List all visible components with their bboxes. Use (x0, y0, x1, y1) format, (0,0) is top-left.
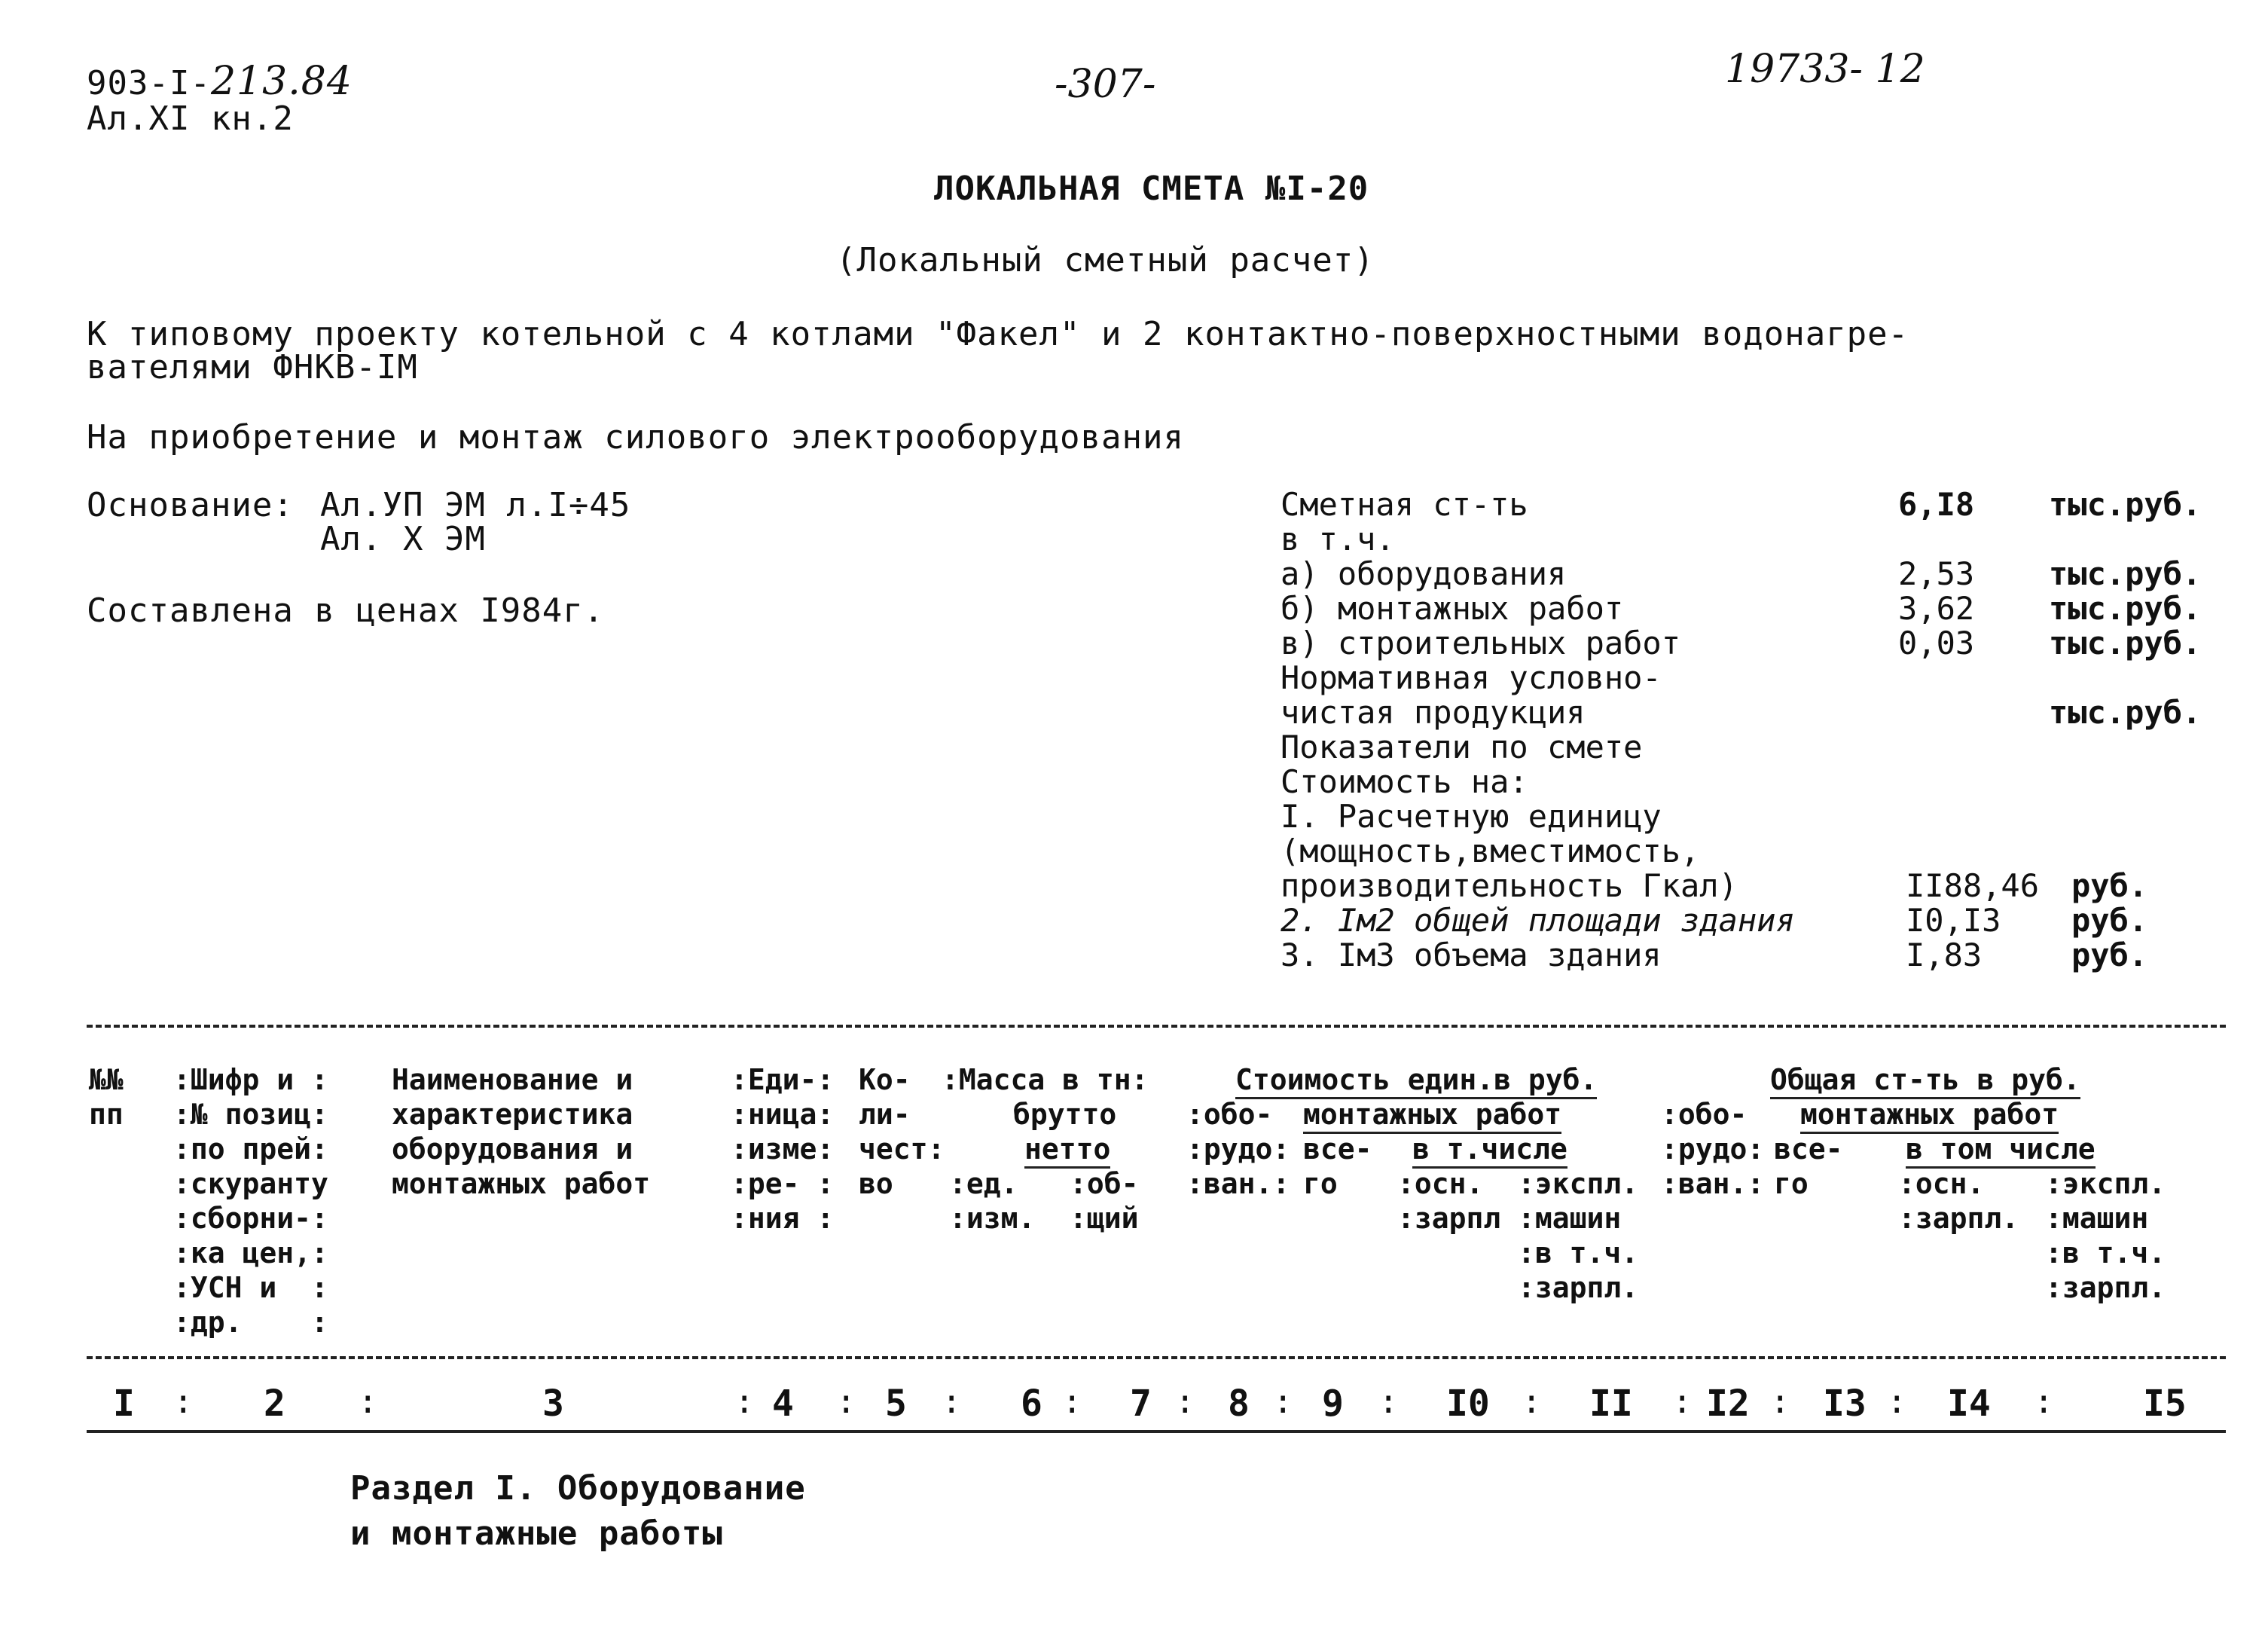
prices-note: Составлена в ценах I984г. (87, 591, 605, 630)
basis-line-1: Ал.УП ЭМ л.I÷45 (320, 486, 631, 524)
table-header-rule (87, 1356, 2226, 1359)
album-reference: Ал.XI кн.2 (87, 99, 294, 138)
column-separator: : (1770, 1383, 1790, 1421)
column-numbers-rule (87, 1430, 2226, 1433)
summary-row (1281, 659, 2252, 694)
column-number: I2 (1706, 1383, 1750, 1425)
col-header-incl-total: в том числе (1906, 1132, 2096, 1169)
column-number: 9 (1322, 1383, 1344, 1425)
estimate-title: ЛОКАЛЬНАЯ СМЕТА №I-20 (934, 170, 1369, 208)
column-separator: : (1672, 1383, 1693, 1421)
summary-row (1281, 867, 2252, 902)
summary-label: б) монтажных работ (1281, 590, 1624, 627)
project-line-1: К типовому проекту котельной с 4 котлами "Факел" и 2 контактно-поверхностными водонагре- (87, 315, 1909, 353)
column-separator: : (358, 1383, 378, 1421)
summary-value: I0,I3 (1906, 902, 2001, 939)
summary-label: производительность Гкал) (1281, 867, 1738, 904)
summary-unit: тыс.руб. (2049, 486, 2202, 523)
column-separator: : (2034, 1383, 2054, 1421)
summary-unit: тыс.руб. (2049, 694, 2202, 731)
document-code-prefix: 903-I- (87, 64, 211, 102)
column-separator: : (836, 1383, 856, 1421)
col-header-netto: нетто (1024, 1132, 1110, 1169)
summary-row (1281, 625, 2252, 662)
table-top-rule (87, 1025, 2226, 1028)
summary-row (1281, 763, 2252, 798)
purpose: На приобретение и монтаж силового электрооборудования (87, 418, 1184, 457)
summary-unit: тыс.руб. (2049, 555, 2202, 592)
summary-value: II88,46 (1906, 867, 2040, 904)
summary-unit: руб. (2071, 867, 2148, 904)
project-line-2: вателями ФНКВ-IМ (87, 348, 418, 387)
col-header-montage-unit: монтажных работ (1303, 1097, 1561, 1134)
summary-value: 2,53 (1898, 555, 1975, 592)
summary-label: 2. Iм2 общей площади здания (1281, 902, 1795, 939)
summary-label: в) строительных работ (1281, 625, 1681, 662)
summary-unit: тыс.руб. (2049, 590, 2202, 627)
summary-row (1281, 833, 2252, 867)
section-title-line-2: и монтажные работы (350, 1514, 723, 1553)
column-number: I5 (2143, 1383, 2187, 1425)
summary-label: в т.ч. (1281, 521, 1395, 558)
summary-value: 3,62 (1898, 590, 1975, 627)
section-title-line-1: Раздел I. Оборудование (350, 1469, 806, 1508)
basis-line-2: Ал. Х ЭМ (320, 520, 486, 558)
summary-label: Нормативная условно- (1281, 659, 1662, 696)
summary-row (1281, 798, 2252, 833)
summary-row (1281, 902, 2252, 937)
summary-value: 6,I8 (1898, 486, 1975, 523)
summary-label: I. Расчетную единицу (1281, 798, 1662, 835)
summary-label: Стоимость на: (1281, 763, 1528, 800)
summary-row (1281, 694, 2252, 729)
summary-unit: тыс.руб. (2049, 625, 2202, 662)
column-separator: : (173, 1383, 194, 1421)
summary-row (1281, 555, 2252, 590)
summary-label: (мощность,вместимость, (1281, 833, 1700, 869)
col-header-machines-total: :экспл. :машин :в т.ч. :зарпл. (2045, 1167, 2166, 1304)
column-separator: : (1273, 1383, 1293, 1421)
document-code-handwritten: 213.84 (210, 59, 353, 104)
col-header-equipment-unit: :обо- :рудо: :ван.: (1186, 1098, 1290, 1200)
col-header-brutto: брутто (1013, 1098, 1117, 1131)
column-number: I4 (1947, 1383, 1991, 1425)
column-separator: : (1378, 1383, 1399, 1421)
column-number: I0 (1446, 1383, 1490, 1425)
col-header-mass-total: :об- :щий (1070, 1167, 1139, 1235)
col-header-total-total: все- го (1774, 1132, 1843, 1200)
col-header-number: №№ пп (89, 1063, 124, 1131)
column-number: 4 (772, 1383, 794, 1425)
archive-number: 19733- 12 (1725, 47, 1925, 92)
col-header-equipment-total: :обо- :рудо: :ван.: (1661, 1098, 1765, 1200)
basis-label: Основание: (87, 486, 294, 524)
column-separator: : (734, 1383, 755, 1421)
summary-row (1281, 937, 2252, 971)
column-number: 5 (885, 1383, 907, 1425)
col-header-unit-cost: Стоимость един.в руб. (1235, 1062, 1597, 1099)
column-number: 2 (264, 1383, 285, 1425)
summary-label: Показатели по смете (1281, 729, 1643, 765)
summary-label: чистая продукция (1281, 694, 1586, 731)
summary-block (1281, 486, 2252, 971)
summary-row (1281, 486, 2252, 521)
summary-row (1281, 729, 2252, 763)
summary-value: I,83 (1906, 937, 1983, 973)
col-header-mass: :Масса в тн: (942, 1063, 1149, 1096)
col-header-salary-unit: :осн. :зарпл (1397, 1167, 1501, 1235)
summary-label: а) оборудования (1281, 555, 1567, 592)
column-separator: : (1887, 1383, 1907, 1421)
col-header-salary-total: :осн. :зарпл. (1898, 1167, 2019, 1235)
column-number: 8 (1228, 1383, 1250, 1425)
column-number: 6 (1021, 1383, 1042, 1425)
col-header-qty: Ко- ли- чест: во (859, 1063, 945, 1200)
column-number: 3 (542, 1383, 564, 1425)
column-number: II (1589, 1383, 1633, 1425)
summary-label: Сметная ст-ть (1281, 486, 1528, 523)
col-header-mass-unit: :ед. :изм. (949, 1167, 1036, 1235)
column-separator: : (1175, 1383, 1195, 1421)
summary-unit: руб. (2071, 937, 2148, 973)
page-number: -307- (1055, 62, 1156, 107)
col-header-name: Наименование и характеристика оборудования и монтажных работ (392, 1063, 651, 1200)
column-separator: : (1062, 1383, 1082, 1421)
summary-label: 3. Iм3 объема здания (1281, 937, 1662, 973)
col-header-total-cost: Общая ст-ть в руб. (1770, 1062, 2080, 1099)
col-header-machines-unit: :экспл. :машин :в т.ч. :зарпл. (1518, 1167, 1639, 1304)
column-separator: : (942, 1383, 962, 1421)
col-header-incl-unit: в т.числе (1412, 1132, 1567, 1169)
summary-row (1281, 521, 2252, 558)
summary-value: 0,03 (1898, 625, 1975, 662)
estimate-subtitle: (Локальный сметный расчет) (836, 241, 1375, 280)
col-header-montage-total: монтажных работ (1800, 1097, 2059, 1134)
col-header-unit: :Еди-: :ница: :изме: :ре- : :ния : (731, 1063, 835, 1235)
document-code (87, 59, 353, 104)
column-number: I3 (1823, 1383, 1867, 1425)
column-number: 7 (1130, 1383, 1152, 1425)
column-number: I (113, 1383, 135, 1425)
col-header-total-unit: все- го (1303, 1132, 1372, 1200)
column-separator: : (1522, 1383, 1542, 1421)
col-header-code: :Шифр и : :№ позиц: :по прей: :скуранту :сборни-: :ка цен,: :УСН и : :др. : (173, 1063, 328, 1339)
summary-unit: руб. (2071, 902, 2148, 939)
summary-row (1281, 590, 2252, 625)
